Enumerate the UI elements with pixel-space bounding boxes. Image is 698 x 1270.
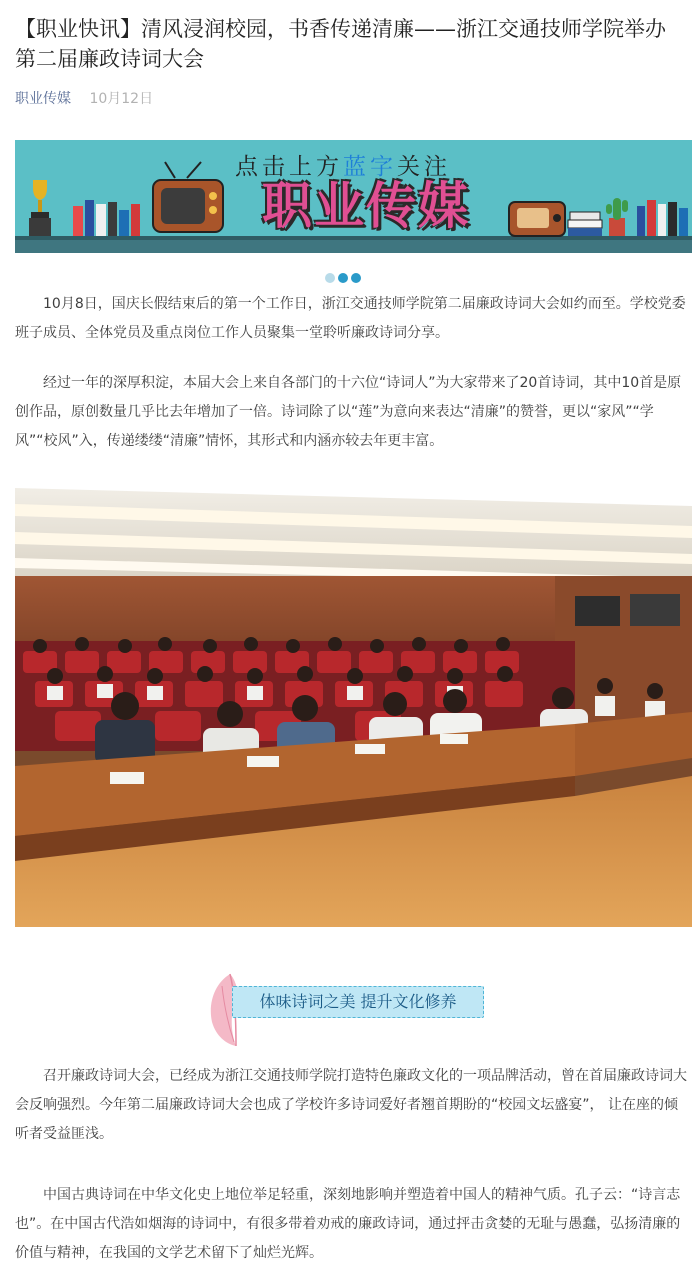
paragraph-3: 召开廉政诗词大会，已经成为浙江交通技师学院打造特色廉政文化的一项品牌活动，曾在首届廉政诗词大会反响强烈。今年第二届廉政诗词大会也成了学校许多诗词爱好者翘首期盼的“校园文坛盛宴”， 让在座的倾听者受益匪浅。: [15, 1068, 687, 1142]
follow-banner[interactable]: [15, 140, 692, 253]
carousel-dot[interactable]: [325, 273, 335, 283]
paragraph-1: 10月8日，国庆长假结束后的第一个工作日，浙江交通技师学院第二届廉政诗词大会如约而至。学校党委班子成员、全体党员及重点岗位工作人员聚集一堂聆听廉政诗词分享。: [15, 296, 686, 341]
stacked-books-icon: [568, 212, 602, 236]
conference-photo-illustration: [15, 476, 692, 927]
trophy-icon: [29, 180, 51, 236]
article-title: 【职业快讯】清风浸润校园，书香传递清廉——浙江交通技师学院举办第二届廉政诗词大会: [15, 17, 666, 71]
paragraph-2: 经过一年的深厚积淀，本届大会上来自各部门的十六位“诗词人”为大家带来了20首诗词，其中10首是原创作品，原创数量几乎比去年增加了一倍。诗词除了以“莲”为意向来表达“清廉”的赞誉，更以“家风”“学风”“校风”入，传递缕缕“清廉”情怀，其形式和内涵亦较去年更丰富。: [15, 375, 682, 449]
slogan-text-after: 关注: [397, 154, 451, 180]
account-name-link[interactable]: 职业传媒: [15, 91, 71, 107]
banner-logo: 职业传媒: [262, 177, 470, 235]
books-right-icon: [637, 200, 688, 236]
carousel-dot[interactable]: [351, 273, 361, 283]
cactus-icon: [606, 198, 628, 236]
section-heading: [200, 970, 500, 1050]
paragraph-4: 中国古典诗词在中华文化史上地位举足轻重，深刻地影响并塑造着中国人的精神气质。孔子云：“诗言志也”。在中国古代浩如烟海的诗词中，有很多带着劝戒的廉政诗词，通过抨击贪婪的无耻与愚蠢，弘扬清廉的价值与精神，在我国的文学艺术留下了灿烂光辉。: [15, 1187, 681, 1261]
publish-date: 10月12日: [89, 91, 154, 107]
radio-icon: [509, 202, 565, 236]
books-icon: [73, 200, 140, 236]
carousel-indicator: [325, 268, 364, 280]
article-meta: [15, 89, 153, 109]
slogan-text-before: 点击上方: [235, 154, 343, 180]
carousel-dot-active[interactable]: [338, 273, 348, 283]
tv-icon: [153, 162, 223, 232]
section-heading-box: 体味诗词之美 提升文化修养: [232, 986, 484, 1018]
slogan-highlight: 蓝字: [343, 154, 397, 180]
conference-photo[interactable]: [15, 476, 692, 927]
